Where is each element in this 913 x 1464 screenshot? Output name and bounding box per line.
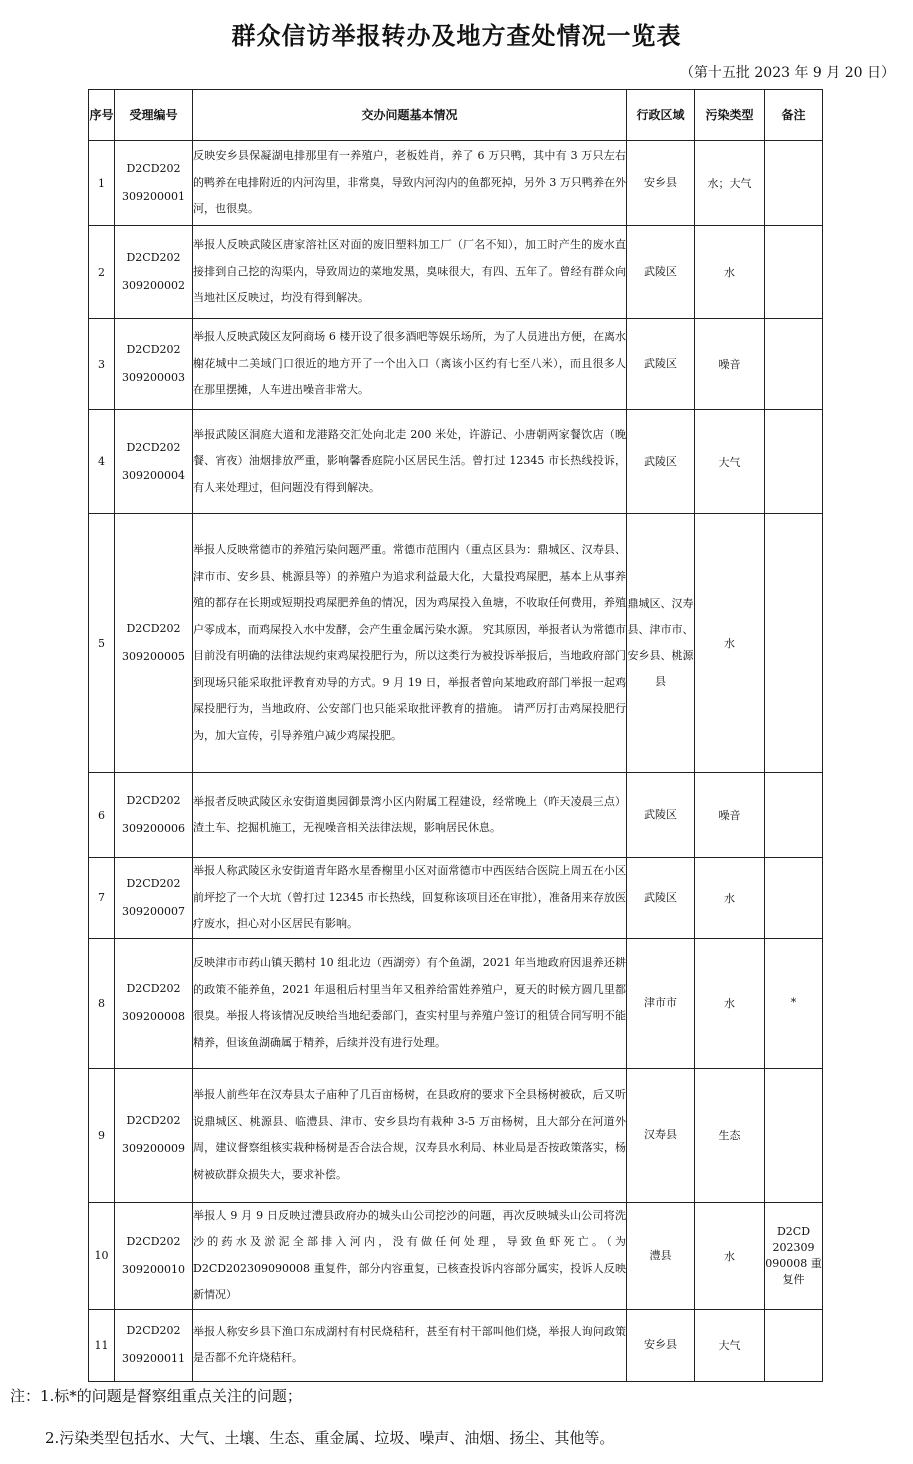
row-code xyxy=(115,226,193,319)
code-part-a: D2CD202 xyxy=(126,876,181,890)
row-desc: 举报人 9 月 9 日反映过澧县政府办的城头山公司挖沙的问题，再次反映城头山公司将洗沙的药水及淤泥全部排入河内，没有做任何处理，导致鱼虾死亡。（为 D2CD202309090008 重复件，部分内容重复，已核查投诉内容部分属实，投诉人反映新情况） xyxy=(193,1202,627,1309)
row-desc: 反映安乡县保凝湖电排那里有一养殖户，老板姓肖，养了 6 万只鸭，其中有 3 万只左右的鸭养在电排附近的内河沟里，非常臭，导致内河沟内的鱼都死掉，另外 3 万只鸭养在外河，也很臭。 xyxy=(193,141,627,226)
batch-date: （第十五批 2023 年 9 月 20 日） xyxy=(679,65,895,81)
table-row xyxy=(89,141,823,226)
row-desc: 举报人称武陵区永安街道青年路水星香榭里小区对面常德市中西医结合医院上周五在小区前坪挖了一个大坑（曾打过 12345 市长热线，回复称该项目还在审批），准备用来存放医疗废水，担心对小区居民有影响。 xyxy=(193,858,627,939)
table-row xyxy=(89,1068,823,1202)
code-part-b: 309200007 xyxy=(122,904,185,918)
row-region: 津市市 xyxy=(627,938,695,1068)
code-part-b: 309200010 xyxy=(122,1262,185,1276)
row-region: 武陵区 xyxy=(627,410,695,514)
row-seq: 5 xyxy=(89,514,115,773)
table-row xyxy=(89,1309,823,1381)
footnote-1: 注：1.标*的问题是督察组重点关注的问题； xyxy=(10,1387,302,1405)
row-seq: 3 xyxy=(89,319,115,410)
row-code xyxy=(115,1309,193,1381)
row-region: 鼎城区、汉寿县、津市市、安乡县、桃源县 xyxy=(627,514,695,773)
code-part-b: 309200005 xyxy=(122,650,185,663)
row-region: 汉寿县 xyxy=(627,1068,695,1202)
row-desc: 举报人反映武陵区唐家溶社区对面的废旧塑料加工厂（厂名不知），加工时产生的废水直接排到自己挖的沟渠内，导致周边的菜地发黑，臭味很大，有四、五年了。曾经有群众向当地社区反映过，均没有得到解决。 xyxy=(193,226,627,319)
row-desc: 举报武陵区洞庭大道和龙港路交汇处向北走 200 米处，许游记、小唐朝两家餐饮店（晚餐、宵夜）油烟排放严重，影响馨香庭院小区居民生活。曾打过 12345 市长热线投诉，有人来处理过，但问题没有得到解决。 xyxy=(193,410,627,514)
table-row xyxy=(89,226,823,319)
row-pollution: 水 xyxy=(695,226,765,319)
row-pollution: 水 xyxy=(695,938,765,1068)
code-part-a: D2CD202 xyxy=(126,162,181,175)
row-desc: 举报人前些年在汉寿县太子庙种了几百亩杨树，在县政府的要求下全县杨树被砍，后又听说鼎城区、桃源县、临澧县、津市、安乡县均有栽种 3-5 万亩杨树，且大部分在河道外周，建议督察组核实栽种杨树是否合法合规，汉寿县水利局、林业局是否按政策落实，杨树被砍群众损失大，要求补偿。 xyxy=(193,1068,627,1202)
row-seq: 10 xyxy=(89,1202,115,1309)
code-part-a: D2CD202 xyxy=(126,251,181,264)
table-row xyxy=(89,1202,823,1309)
table-row xyxy=(89,410,823,514)
code-part-a: D2CD202 xyxy=(126,982,181,995)
row-pollution: 水 xyxy=(695,514,765,773)
code-part-b: 309200011 xyxy=(122,1352,185,1365)
row-pollution: 水 xyxy=(695,1202,765,1309)
row-pollution: 水 xyxy=(695,858,765,939)
row-code xyxy=(115,514,193,773)
row-pollution: 水；大气 xyxy=(695,141,765,226)
row-seq: 6 xyxy=(89,773,115,858)
code-part-b: 309200008 xyxy=(122,1010,185,1023)
row-pollution: 噪音 xyxy=(695,773,765,858)
row-region: 武陵区 xyxy=(627,858,695,939)
header-desc: 交办问题基本情况 xyxy=(193,90,627,141)
header-remark: 备注 xyxy=(765,90,823,141)
complaint-table xyxy=(88,89,823,1382)
code-part-b: 309200009 xyxy=(122,1142,185,1155)
row-pollution: 生态 xyxy=(695,1068,765,1202)
row-code xyxy=(115,1068,193,1202)
table-row xyxy=(89,514,823,773)
header-code: 受理编号 xyxy=(115,90,193,141)
row-desc: 举报人反映武陵区友阿商场 6 楼开设了很多酒吧等娱乐场所，为了人员进出方便，在离水榭花城中二美域门口很近的地方开了一个出入口（离该小区约有七至八米），而且很多人在那里摆摊，人车进出噪音非常大。 xyxy=(193,319,627,410)
code-part-b: 309200003 xyxy=(122,371,185,384)
row-region: 安乡县 xyxy=(627,1309,695,1381)
row-remark xyxy=(765,773,823,858)
row-code xyxy=(115,319,193,410)
code-part-a: D2CD202 xyxy=(126,440,181,454)
header-seq: 序号 xyxy=(89,90,115,141)
row-code xyxy=(115,410,193,514)
code-part-a: D2CD202 xyxy=(126,622,181,635)
row-seq: 4 xyxy=(89,410,115,514)
page-title: 群众信访举报转办及地方查处情况一览表 xyxy=(231,21,682,50)
row-seq: 9 xyxy=(89,1068,115,1202)
row-region: 武陵区 xyxy=(627,773,695,858)
row-pollution: 大气 xyxy=(695,410,765,514)
table-row xyxy=(89,858,823,939)
row-remark xyxy=(765,1068,823,1202)
code-part-b: 309200001 xyxy=(122,190,185,203)
row-region: 武陵区 xyxy=(627,319,695,410)
code-part-b: 309200006 xyxy=(122,822,185,835)
row-seq: 8 xyxy=(89,938,115,1068)
row-remark xyxy=(765,1309,823,1381)
row-region: 澧县 xyxy=(627,1202,695,1309)
row-pollution: 大气 xyxy=(695,1309,765,1381)
row-desc: 反映津市市药山镇天鹅村 10 组北边（西湖旁）有个鱼湖，2021 年当地政府因退养还耕的政策不能养鱼，2021 年退租后村里当年又租养给雷姓养殖户，夏天的时候方圆几里都很臭。举报人将该情况反映给当地纪委部门，查实村里与养殖户签订的租赁合同写明不能精养，但该鱼湖确属于精养，后续并没有进行处理。 xyxy=(193,938,627,1068)
row-remark xyxy=(765,514,823,773)
row-remark: D2CD 202309 090008 重复件 xyxy=(765,1202,823,1309)
table-header-row xyxy=(89,90,823,141)
row-seq: 7 xyxy=(89,858,115,939)
row-remark xyxy=(765,319,823,410)
row-seq: 2 xyxy=(89,226,115,319)
row-remark xyxy=(765,858,823,939)
footnotes xyxy=(10,1386,615,1447)
row-region: 安乡县 xyxy=(627,141,695,226)
row-remark xyxy=(765,226,823,319)
row-code xyxy=(115,858,193,939)
footnote-2: 2.污染类型包括水、大气、土壤、生态、重金属、垃圾、噪声、油烟、扬尘、其他等。 xyxy=(45,1429,615,1447)
row-code xyxy=(115,141,193,226)
row-code xyxy=(115,1202,193,1309)
code-part-a: D2CD202 xyxy=(126,1324,181,1337)
row-desc: 举报人反映常德市的养殖污染问题严重。常德市范围内（重点区县为：鼎城区、汉寿县、津市市、安乡县、桃源县等）的养殖户为追求利益最大化，大量投鸡屎肥，基本上从事养殖的都存在长期或短期投鸡屎肥养鱼的情况，因为鸡屎投入鱼塘，不收取任何费用，养殖户零成本，而鸡屎投入水中发酵，会产生重金属污染水源。 究其原因，举报者认为常德市目前没有明确的法律法规约束鸡屎投肥行为，所以这类行为被投诉举报后，当地政府部门到现场只能采取批评教育劝导的方式。9 月 19 日，举报者曾向某地政府部门举报一起鸡屎投肥行为，当地政府、公安部门也只能采取批评教育的措施。 请严厉打击鸡屎投肥行为，加大宣传，引导养殖户减少鸡屎投肥。 xyxy=(193,514,627,773)
code-part-b: 309200002 xyxy=(122,279,185,292)
row-remark: * xyxy=(765,938,823,1068)
header-region: 行政区域 xyxy=(627,90,695,141)
row-region: 武陵区 xyxy=(627,226,695,319)
table-row xyxy=(89,319,823,410)
row-code xyxy=(115,773,193,858)
code-part-a: D2CD202 xyxy=(126,343,181,356)
code-part-a: D2CD202 xyxy=(126,1114,181,1127)
table-row xyxy=(89,773,823,858)
row-remark xyxy=(765,410,823,514)
code-part-a: D2CD202 xyxy=(126,1234,181,1248)
row-seq: 1 xyxy=(89,141,115,226)
row-pollution: 噪音 xyxy=(695,319,765,410)
table-row xyxy=(89,938,823,1068)
row-code xyxy=(115,938,193,1068)
row-desc: 举报人称安乡县下渔口东成湖村有村民烧秸秆，甚至有村干部叫他们烧，举报人询问政策是否都不允许烧秸秆。 xyxy=(193,1309,627,1381)
code-part-a: D2CD202 xyxy=(126,794,181,807)
row-desc: 举报者反映武陵区永安街道奥园御景湾小区内附属工程建设，经常晚上（昨天凌晨三点）渣土车、挖掘机施工，无视噪音相关法律法规，影响居民休息。 xyxy=(193,773,627,858)
row-remark xyxy=(765,141,823,226)
code-part-b: 309200004 xyxy=(122,468,185,482)
header-pollution: 污染类型 xyxy=(695,90,765,141)
row-seq: 11 xyxy=(89,1309,115,1381)
